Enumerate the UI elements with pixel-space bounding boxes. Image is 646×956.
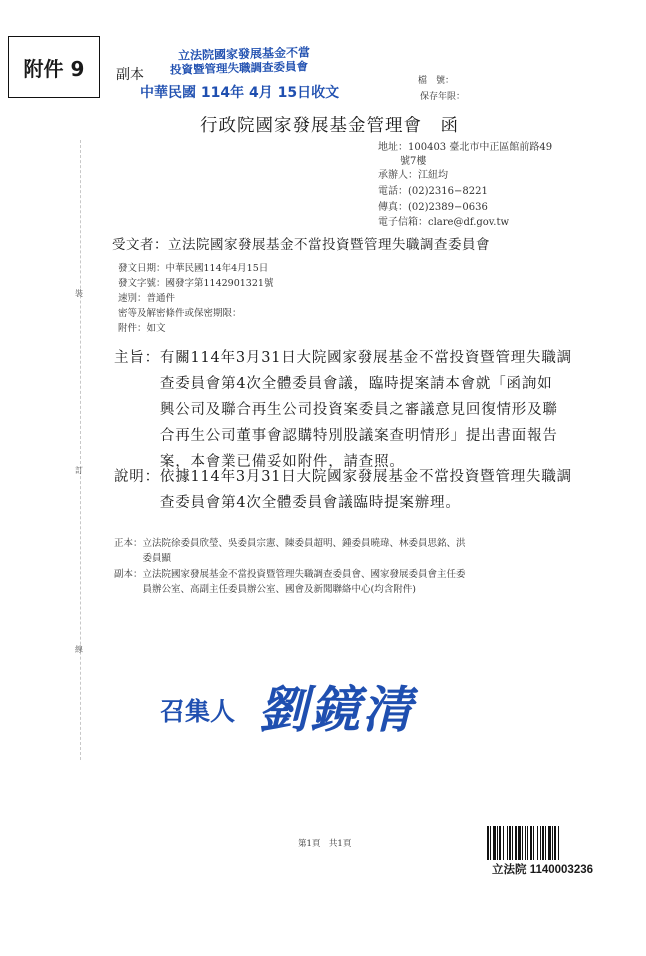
barcode-bar [542, 826, 544, 860]
subject-line: 興公司及聯合再生公司投資案委員之審議意見回復情形及聯 [114, 402, 558, 418]
barcode-bar [540, 826, 541, 860]
barcode-bar [512, 826, 513, 860]
contact-address-2: 號7樓 [400, 156, 427, 167]
signatory-title: 召集人 [160, 697, 236, 726]
received-stamp-line1: 立法院國家發展基金不當 [177, 45, 311, 63]
subject-line: 案，本會業已備妥如附件，請查照。 [114, 454, 405, 470]
original-recipients-line: 委員顯 [114, 553, 172, 564]
barcode-bar [509, 826, 511, 860]
explanation-line: 說明：依據114年3月31日大院國家發展基金不當投資暨管理失職調 [114, 469, 572, 485]
binding-line [80, 140, 81, 760]
copy-type-label: 副本 [116, 67, 144, 83]
barcode-bar [497, 826, 498, 860]
barcode-bar [558, 826, 559, 860]
barcode-bar [554, 826, 556, 860]
barcode-bar [518, 826, 521, 860]
barcode-image [486, 826, 608, 860]
barcode-bar [522, 826, 523, 860]
barcode-bar [527, 826, 528, 860]
file-number-label: 檔 號： [418, 76, 455, 86]
barcode-bar [537, 826, 538, 860]
barcode-bar [552, 826, 553, 860]
contact-phone: 電話：(02)2316−8221 [378, 186, 488, 197]
contact-fax: 傳真：(02)2389−0636 [378, 202, 488, 213]
barcode-bar [499, 826, 501, 860]
delivery-speed: 速別：普通件 [118, 293, 176, 304]
barcode-bar [533, 826, 534, 860]
contact-email: 電子信箱：clare@df.gov.tw [378, 217, 510, 228]
original-recipients-line: 正本：立法院徐委員欣瑩、吳委員宗憲、陳委員超明、鍾委員曉瑋、林委員思銘、洪 [114, 538, 466, 549]
barcode-bar [503, 826, 504, 860]
barcode-block [486, 826, 608, 882]
copy-recipients-line: 副本：立法院國家發展基金不當投資暨管理失職調查委員會、國家發展委員會主任委 [114, 569, 466, 580]
attachment-label: 附件 9 [8, 36, 100, 98]
barcode-bar [548, 826, 551, 860]
barcode-bar [525, 826, 526, 860]
subject-line: 主旨：有關114年3月31日大院國家發展基金不當投資暨管理失職調 [114, 350, 572, 366]
secrecy-level: 密等及解密條件或保密期限： [118, 308, 242, 319]
barcode-bar [545, 826, 546, 860]
contact-address: 地址：100403 臺北市中正區館前路49 [378, 142, 553, 153]
binding-mark-3: 線 [75, 645, 83, 654]
binding-mark-2: 訂 [75, 466, 83, 475]
page-number: 第1頁 共1頁 [298, 839, 352, 849]
document-number: 發文字號：國發字第1142901321號 [118, 278, 274, 289]
attachment-info: 附件：如文 [118, 323, 166, 334]
barcode-bar [490, 826, 491, 860]
copy-recipients-line: 員辦公室、高副主任委員辦公室、國會及新聞聯絡中心(均含附件) [114, 584, 416, 595]
binding-mark-1: 裝 [75, 289, 83, 298]
document-title: 行政院國家發展基金管理會 函 [200, 116, 459, 136]
explanation-line: 查委員會第4次全體委員會議臨時提案辦理。 [114, 495, 461, 511]
received-stamp-date: 中華民國 114年 4月 15日收文 [140, 85, 340, 101]
subject-line: 查委員會第4次全體委員會議，臨時提案請本會就「函詢如 [114, 376, 553, 392]
contact-handler: 承辦人：江紐均 [378, 170, 448, 181]
barcode-bar [530, 826, 532, 860]
barcode-bar [493, 826, 496, 860]
barcode-bar [515, 826, 517, 860]
barcode-number: 立法院 1140003236 [492, 864, 594, 876]
issue-date: 發文日期：中華民國114年4月15日 [118, 263, 269, 274]
retention-period-label: 保存年限： [420, 92, 466, 102]
recipient-line: 受文者：立法院國家發展基金不當投資暨管理失職調查委員會 [112, 237, 490, 253]
barcode-bar [487, 826, 489, 860]
signatory-name: 劉鏡清 [258, 680, 414, 739]
subject-line: 合再生公司董事會認購特別股議案查明情形」提出書面報告 [114, 428, 558, 444]
received-stamp-line2: 投資暨管理失職調查委員會 [169, 59, 309, 77]
barcode-bar [507, 826, 508, 860]
